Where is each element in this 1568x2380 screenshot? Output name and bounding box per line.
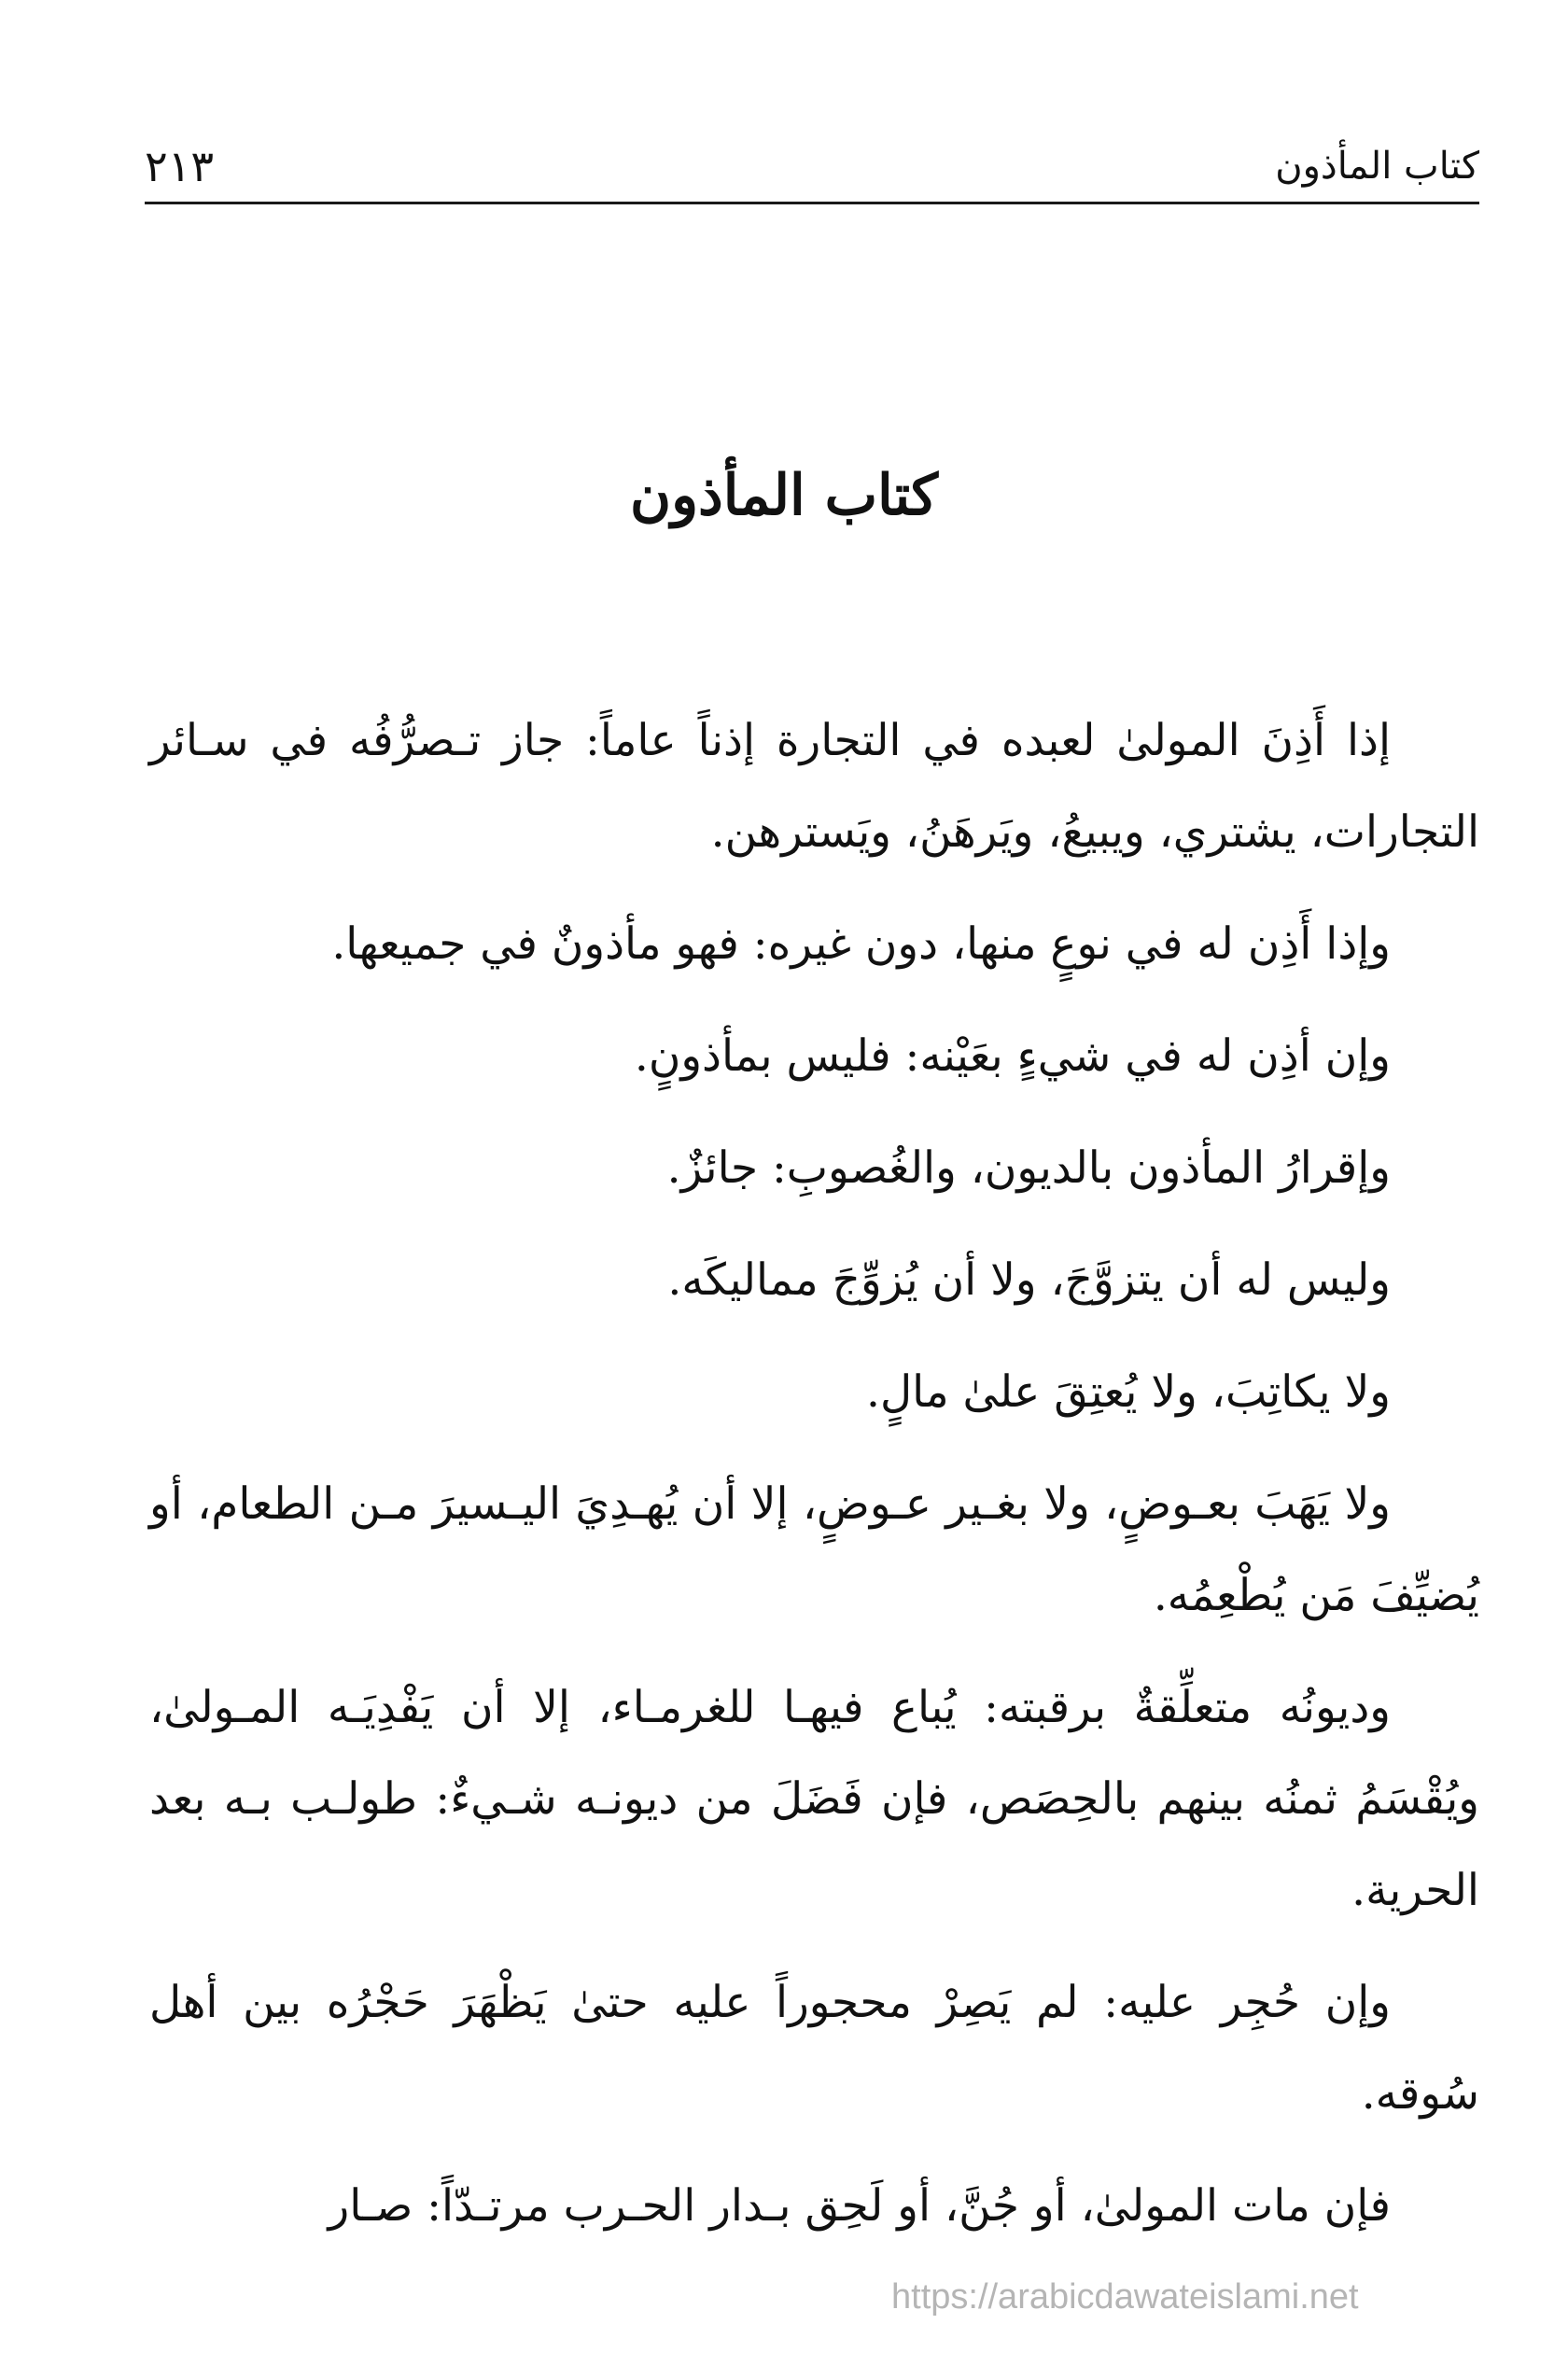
paragraph: وإن حُجِر عليه: لم يَصِرْ محجوراً عليه حتىٰ يَظْهَرَ حَجْرُه بين أهل سُوقه.	[149, 1977, 1479, 2120]
page-number: ٢١٣	[145, 141, 215, 191]
paragraph: وديونُه متعلِّقةٌ برقبته: يُباع فيهـا للغرمـاء، إلا أن يَفْدِيَـه المـولىٰ، ويُقْسَمُ ثمنُه بينهم بالحِصَص، فإن فَضَلَ من ديونـه شـيءٌ: طولـب بـه بعد الحرية.	[149, 1682, 1479, 1916]
chapter-title: كتاب المأذون	[630, 463, 938, 529]
paragraph: إذا أَذِنَ المولىٰ لعبده في التجارة إذناً عاماً: جاز تـصرُّفُه في سـائر التجارات، يشتري، ويبيعُ، ويَرهَنُ، ويَسترهن.	[149, 715, 1479, 858]
running-header-title: كتاب المأذون	[1275, 145, 1479, 188]
paragraph: ولا يَهَبَ بعـوضٍ، ولا بغـير عـوضٍ، إلا أن يُهـدِيَ اليـسيرَ مـن الطعام، أو يُضيِّفَ مَن يُطْعِمُه.	[149, 1478, 1479, 1621]
running-header	[145, 131, 1479, 204]
paragraph: وإذا أَذِن له في نوعٍ منها، دون غيره: فهو مأذونٌ في جميعها.	[331, 918, 1391, 970]
paragraph: وليس له أن يتزوَّجَ، ولا أن يُزوِّجَ مماليكَه.	[667, 1254, 1391, 1306]
watermark-url: https://arabicdawateislami.net	[891, 2277, 1359, 2317]
paragraph: وإن أذِن له في شيءٍ بعَيْنه: فليس بمأذونٍ.	[634, 1030, 1391, 1082]
paragraph: ولا يكاتِبَ، ولا يُعتِقَ علىٰ مالٍ.	[866, 1366, 1391, 1418]
paragraph: فإن مات المولىٰ، أو جُنَّ، أو لَحِق بـدار الحـرب مرتـدّاً: صـار	[328, 2180, 1391, 2232]
paragraph: وإقرارُ المأذون بالديون، والغُصوبِ: جائزٌ.	[666, 1142, 1391, 1194]
body-text	[149, 695, 1479, 2273]
